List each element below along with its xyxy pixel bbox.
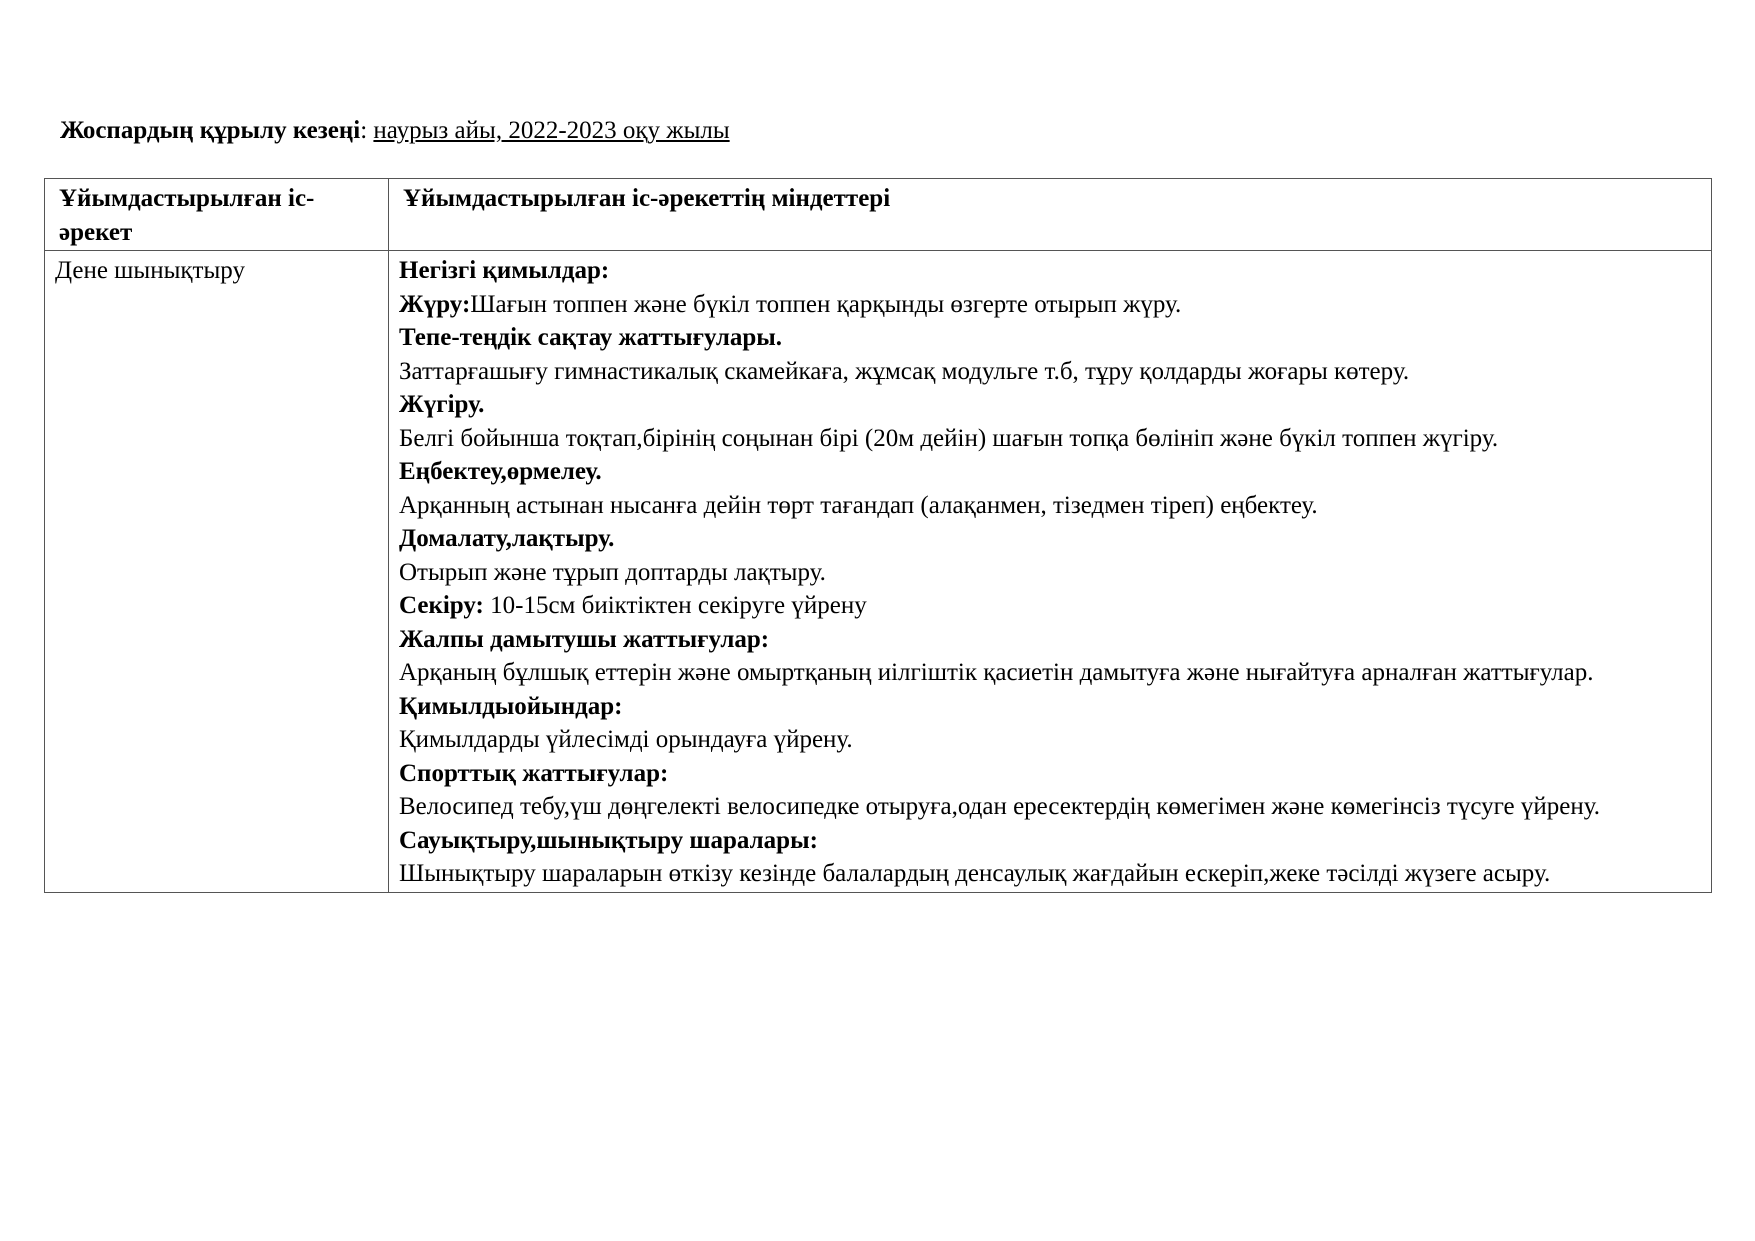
- task-line: [399, 790, 1701, 824]
- task-line: [399, 757, 1701, 791]
- plan-period-header: [60, 114, 730, 148]
- task-text: Отырып және тұрып доптарды лақтыру.: [399, 558, 826, 586]
- task-heading: Секіру:: [399, 592, 484, 619]
- task-heading: Спорттық жаттығулар:: [399, 759, 669, 787]
- task-text: Арқанның астынан нысанға дейін төрт тағандап (алақанмен, тізедмен тіреп) еңбектеу.: [399, 491, 1318, 519]
- task-line: [399, 857, 1701, 891]
- task-line: [399, 623, 1701, 657]
- task-heading: Жүгіру.: [399, 391, 485, 418]
- task-heading: Тепе-теңдік сақтау жаттығулары.: [399, 324, 783, 351]
- tasks-cell: [389, 251, 1712, 893]
- activity-cell: Дене шынықтыру: [45, 251, 389, 893]
- task-line: [399, 288, 1701, 322]
- plan-period-value: наурыз айы, 2022-2023 оқу жылы: [373, 117, 730, 144]
- activity-plan-table: [44, 178, 1712, 893]
- column-header-tasks: Ұйымдастырылған іс-әрекеттің міндеттері: [389, 179, 1712, 251]
- task-heading: Еңбектеу,өрмелеу.: [399, 458, 602, 485]
- task-line: [399, 723, 1701, 757]
- task-line: [399, 656, 1701, 690]
- task-text: Заттарғашығу гимнастикалық скамейкаға, жұмсақ модульге т.б, тұру қолдарды жоғары көтеру.: [399, 357, 1410, 385]
- task-line: [399, 355, 1701, 389]
- column-header-activity: Ұйымдастырылған іс-әрекет: [45, 179, 389, 251]
- task-line: [399, 522, 1701, 556]
- task-line: [399, 556, 1701, 590]
- plan-period-label: Жоспардың құрылу кезеңі: [60, 117, 361, 144]
- task-text: Шынықтыру шараларын өткізу кезінде балалардың денсаулық жағдайын ескеріп,жеке тәсілді жүзеге асыру.: [399, 860, 1551, 887]
- task-text: Белгі бойынша тоқтап,бірінің соңынан бірі (20м дейін) шағын топқа бөлініп және бүкіл топпен жүгіру.: [399, 424, 1499, 452]
- table-row: [45, 251, 1712, 893]
- task-heading: Негізгі қимылдар:: [399, 257, 610, 284]
- task-line: [399, 489, 1701, 523]
- task-line: [399, 388, 1701, 422]
- task-line: [399, 422, 1701, 456]
- task-text: Қимылдарды үйлесімді орындауға үйрену.: [399, 726, 853, 753]
- task-heading: Жалпы дамытушы жаттығулар:: [399, 625, 770, 653]
- task-line: [399, 589, 1701, 623]
- task-heading: Домалату,лақтыру.: [399, 525, 615, 552]
- plan-period-separator: :: [360, 117, 374, 144]
- task-line: [399, 321, 1701, 355]
- task-heading: Қимылдыойындар:: [399, 692, 623, 720]
- task-heading: Сауықтыру,шынықтыру шаралары:: [399, 826, 818, 854]
- task-text: Арқаның бұлшық еттерін және омыртқаның иілгіштік қасиетін дамытуға және нығайтуға арналған жаттығулар.: [399, 659, 1594, 686]
- task-text: Шағын топпен және бүкіл топпен қарқынды өзгерте отырып жүру.: [470, 290, 1182, 318]
- task-heading: Жүру:: [399, 290, 471, 318]
- task-line: [399, 824, 1701, 858]
- task-line: [399, 690, 1701, 724]
- task-line: [399, 254, 1701, 288]
- task-text: 10-15см биіктіктен секіруге үйрену: [483, 592, 867, 619]
- table-header-row: [45, 179, 1712, 251]
- task-text: Велосипед тебу,үш дөңгелекті велосипедке отыруға,одан ересектердің көмегімен және көмегінсіз түсуге үйрену.: [399, 793, 1600, 820]
- task-line: [399, 455, 1701, 489]
